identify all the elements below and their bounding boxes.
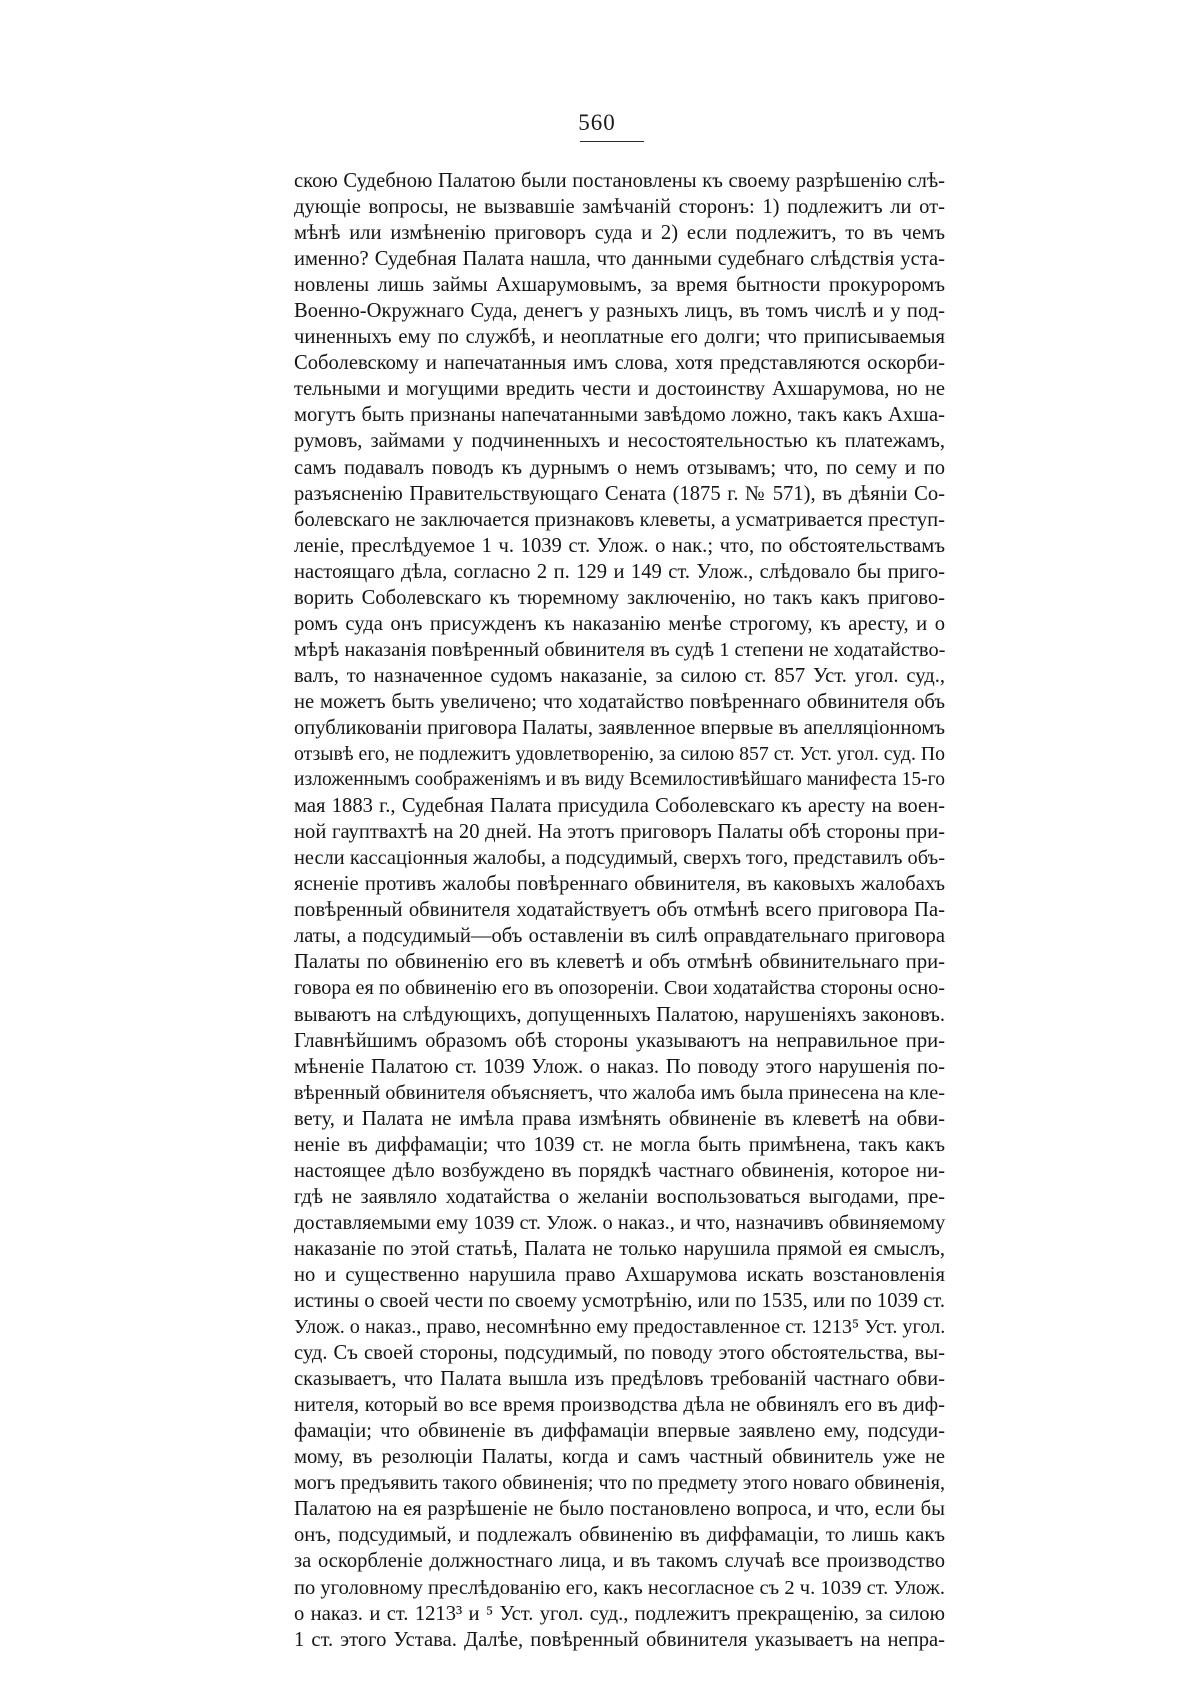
- text-line: Главнѣйшимъ образомъ обѣ стороны указываютъ на неправильное при-: [294, 1029, 945, 1052]
- text-line: настоящее дѣло возбуждено въ порядкѣ частнаго обвиненія, которое ни-: [294, 1159, 945, 1182]
- text-line: ромъ суда онъ присужденъ къ наказанію менѣе строгому, къ аресту, и о: [294, 612, 945, 635]
- text-line: отзывѣ его, не подлежитъ удовлетворенію, за силою 857 ст. Уст. угол. суд. По: [294, 743, 945, 766]
- text-line: доставляемыми ему 1039 ст. Улож. о наказ., и что, назначивъ обвиняемому: [294, 1211, 946, 1234]
- text-line: сказываетъ, что Палата вышла изъ предѣловъ требованій частнаго обви-: [294, 1368, 945, 1391]
- text-line: мѣнѣ или измѣненію приговоръ суда и 2) если подлежитъ, то въ чемъ: [294, 222, 945, 245]
- text-line: говора ея по обвиненію его въ опозореніи. Свои ходатайства стороны осно-: [294, 977, 946, 1000]
- text-line: латы, а подсудимый—объ оставленіи въ силѣ оправдательнаго приговора: [294, 925, 945, 948]
- text-line: изложеннымъ соображеніямъ и въ виду Всемилостивѣйшаго манифеста 15-го: [294, 769, 945, 791]
- text-line: гдѣ не заявляло ходатайства о желаніи воспользоваться выгодами, пре-: [294, 1185, 945, 1208]
- text-line: Соболевскому и напечатанныя имъ слова, хотя представляются оскорби-: [294, 352, 945, 375]
- text-line: валъ, то назначенное судомъ наказаніе, за силою ст. 857 Уст. угол. суд.,: [294, 664, 945, 687]
- text-line: Палатою на ея разрѣшеніе не было постановлено вопроса, и что, если бы: [294, 1498, 945, 1521]
- text-line: Палаты по обвиненію его въ клеветѣ и объ отмѣнѣ обвинительнаго при-: [294, 951, 945, 974]
- text-line: опубликованіи приговора Палаты, заявленное впервые въ апелляціонномъ: [294, 716, 945, 739]
- text-line: вѣренный обвинителя объясняетъ, что жалоба имъ была принесена на кле-: [294, 1081, 945, 1104]
- page-number-rule: [580, 141, 644, 142]
- text-line: наказаніе по этой статьѣ, Палата не только нарушила прямой ея смыслъ,: [294, 1237, 945, 1260]
- text-line: ясненіе противъ жалобы повѣреннаго обвинителя, въ каковыхъ жалобахъ: [294, 873, 945, 896]
- text-line: о наказ. и ст. 1213³ и ⁵ Уст. угол. суд., подлежитъ прекращенію, за силою: [294, 1602, 945, 1625]
- body-text: [294, 168, 945, 1653]
- text-line: повѣренный обвинителя ходатайствуетъ объ отмѣнѣ всего приговора Па-: [294, 899, 945, 922]
- text-line: чиненныхъ ему по службѣ, и неоплатные его долги; что приписываемыя: [294, 326, 945, 349]
- text-line: могъ предъявить такого обвиненія; что по предмету этого новаго обвиненія,: [294, 1472, 945, 1495]
- text-line: 1 ст. этого Устава. Далѣе, повѣренный обвинителя указываетъ на непра-: [294, 1628, 945, 1651]
- text-line: вываютъ на слѣдующихъ, допущенныхъ Палатою, нарушеніяхъ законовъ.: [294, 1003, 945, 1026]
- text-line: румовъ, займами у подчиненныхъ и несостоятельностью къ платежамъ,: [294, 430, 945, 453]
- text-line: мѣрѣ наказанія повѣренный обвинителя въ судѣ 1 степени не ходатайство-: [294, 638, 946, 661]
- text-line: могутъ быть признаны напечатанными завѣдомо ложно, такъ какъ Ахша-: [294, 404, 945, 427]
- text-line: болевскаго не заключается признаковъ клеветы, а усматривается преступ-: [294, 508, 945, 531]
- text-line: нителя, который во все время производства дѣла не обвинялъ его въ диф-: [294, 1394, 945, 1417]
- text-line: не можетъ быть увеличено; что ходатайство повѣреннаго обвинителя объ: [294, 690, 945, 713]
- page-number: 560: [578, 110, 616, 135]
- text-line: именно? Судебная Палата нашла, что данными судебнаго слѣдствія уста-: [294, 248, 945, 271]
- text-line: истины о своей чести по своему усмотрѣнію, или по 1535, или по 1039 ст.: [294, 1290, 945, 1313]
- text-line: вету, и Палата не имѣла права измѣнять обвиненіе въ клеветѣ на обви-: [294, 1107, 945, 1130]
- text-line: но и существенно нарушила право Ахшарумова искать возстановленія: [294, 1263, 945, 1286]
- text-line: мѣненіе Палатою ст. 1039 Улож. о наказ. По поводу этого нарушенія по-: [294, 1055, 945, 1078]
- text-line: дующіе вопросы, не вызвавшіе замѣчаній сторонъ: 1) подлежитъ ли от-: [294, 196, 945, 219]
- text-line: разъясненію Правительствующаго Сената (1875 г. № 571), въ дѣяніи Со-: [294, 482, 945, 505]
- text-line: Улож. о наказ., право, несомнѣнно ему предоставленное ст. 1213⁵ Уст. угол.: [294, 1316, 946, 1339]
- text-line: скою Судебною Палатою были постановлены къ своему разрѣшенію слѣ-: [294, 170, 945, 192]
- text-line: новлены лишь займы Ахшарумовымъ, за время бытности прокуроромъ: [294, 274, 945, 297]
- text-line: Военно-Окружнаго Суда, денегъ у разныхъ лицъ, въ томъ числѣ и у под-: [294, 300, 945, 323]
- text-line: ной гауптвахтѣ на 20 дней. На этотъ приговоръ Палаты обѣ стороны при-: [294, 821, 945, 844]
- text-line: за оскорбленіе должностнаго лица, и въ такомъ случаѣ все производство: [294, 1550, 945, 1573]
- text-line: леніе, преслѣдуемое 1 ч. 1039 ст. Улож. о нак.; что, по обстоятельствамъ: [294, 534, 945, 557]
- text-line: настоящаго дѣла, согласно 2 п. 129 и 149 ст. Улож., слѣдовало бы приго-: [294, 560, 945, 583]
- text-line: по уголовному преслѣдованію его, какъ несогласное съ 2 ч. 1039 ст. Улож.: [294, 1576, 945, 1599]
- text-line: неніе въ диффамаціи; что 1039 ст. не могла быть примѣнена, такъ какъ: [294, 1133, 945, 1156]
- text-line: суд. Съ своей стороны, подсудимый, по поводу этого обстоятельства, вы-: [294, 1342, 945, 1365]
- text-line: мому, въ резолюціи Палаты, когда и самъ частный обвинитель уже не: [294, 1446, 945, 1469]
- text-line: онъ, подсудимый, и подлежалъ обвиненію въ диффамаціи, то лишь какъ: [294, 1524, 945, 1547]
- text-line: ворить Соболевскаго къ тюремному заключенію, но такъ какъ пригово-: [294, 586, 945, 609]
- text-line: тельными и могущими вредить чести и достоинству Ахшарумова, но не: [294, 378, 945, 401]
- text-line: мая 1883 г., Судебная Палата присудила Соболевскаго къ аресту на воен-: [294, 795, 945, 818]
- text-line: самъ подавалъ поводъ къ дурнымъ о немъ отзывамъ; что, по сему и по: [294, 456, 945, 479]
- text-line: фамаціи; что обвиненіе въ диффамаціи впервые заявлено ему, подсуди-: [294, 1420, 945, 1443]
- text-line: несли кассаціонныя жалобы, а подсудимый, сверхъ того, представилъ объ-: [294, 847, 945, 870]
